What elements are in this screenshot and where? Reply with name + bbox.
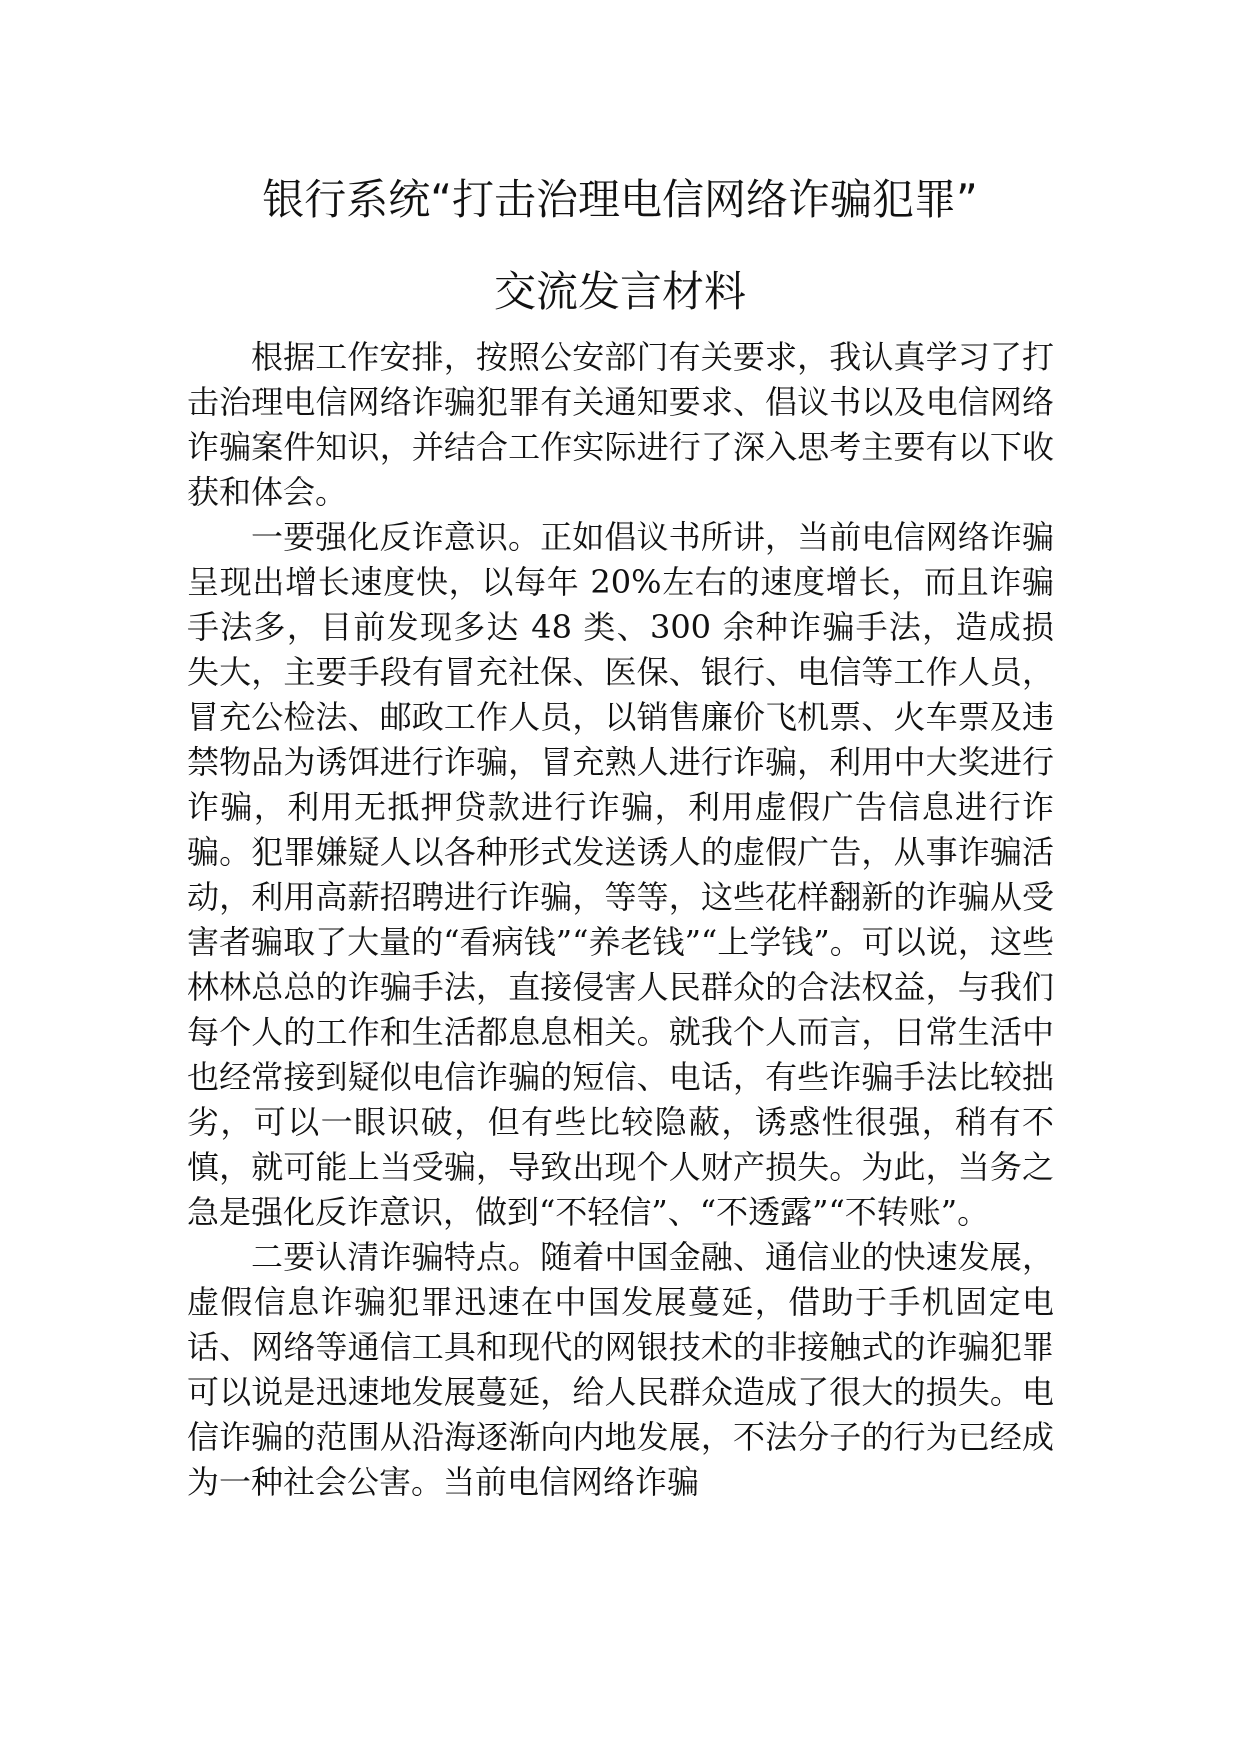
document-title-line-2: 交流发言材料 (493, 267, 746, 316)
paragraph-anti-fraud-awareness: 一要强化反诈意识。正如倡议书所讲，当前电信网络诈骗呈现出增长速度快，以每年 20%左右的速度增长，而且诈骗手法多，目前发现多达 48 类、300 余种诈骗手法，造成损失大，主要手段有冒充社保、医保、银行、电信等工作人员，冒充公检法、邮政工作人员，以销售廉价飞机票、火车票及违禁物品为诱饵进行诈骗，冒充熟人进行诈骗，利用中大奖进行诈骗，利用无抵押贷款进行诈骗，利用虚假广告信息进行诈骗。犯罪嫌疑人以各种形式发送诱人的虚假广告，从事诈骗活动，利用高薪招聘进行诈骗，等等，这些花样翻新的诈骗从受害者骗取了大量的“看病钱”“养老钱”“上学钱”。可以说，这些林林总总的诈骗手法，直接侵害人民群众的合法权益，与我们每个人的工作和生活都息息相关。就我个人而言，日常生活中也经常接到疑似电信诈骗的短信、电话，有些诈骗手法比较拙劣，可以一眼识破，但有些比较隐蔽，诱惑性很强，稍有不慎，就可能上当受骗，导致出现个人财产损失。为此，当务之急是强化反诈意识，做到“不轻信”、“不透露”“不转账”。 (187, 518, 1054, 1231)
paragraph-intro: 根据工作安排，按照公安部门有关要求，我认真学习了打击治理电信网络诈骗犯罪有关通知要求、倡议书以及电信网络诈骗案件知识，并结合工作实际进行了深入思考主要有以下收获和体会。 (187, 338, 1054, 511)
paragraph-fraud-characteristics: 二要认清诈骗特点。随着中国金融、通信业的快速发展，虚假信息诈骗犯罪迅速在中国发展蔓延，借助于手机固定电话、网络等通信工具和现代的网银技术的非接触式的诈骗犯罪可以说是迅速地发展蔓延，给人民群众造成了很大的损失。电信诈骗的范围从沿海逐渐向内地发展，不法分子的行为已经成为一种社会公害。当前电信网络诈骗 (187, 1238, 1054, 1501)
document-body (187, 335, 1054, 1505)
document-title-line-1: 银行系统“打击治理电信网络诈骗犯罪” (262, 175, 978, 224)
